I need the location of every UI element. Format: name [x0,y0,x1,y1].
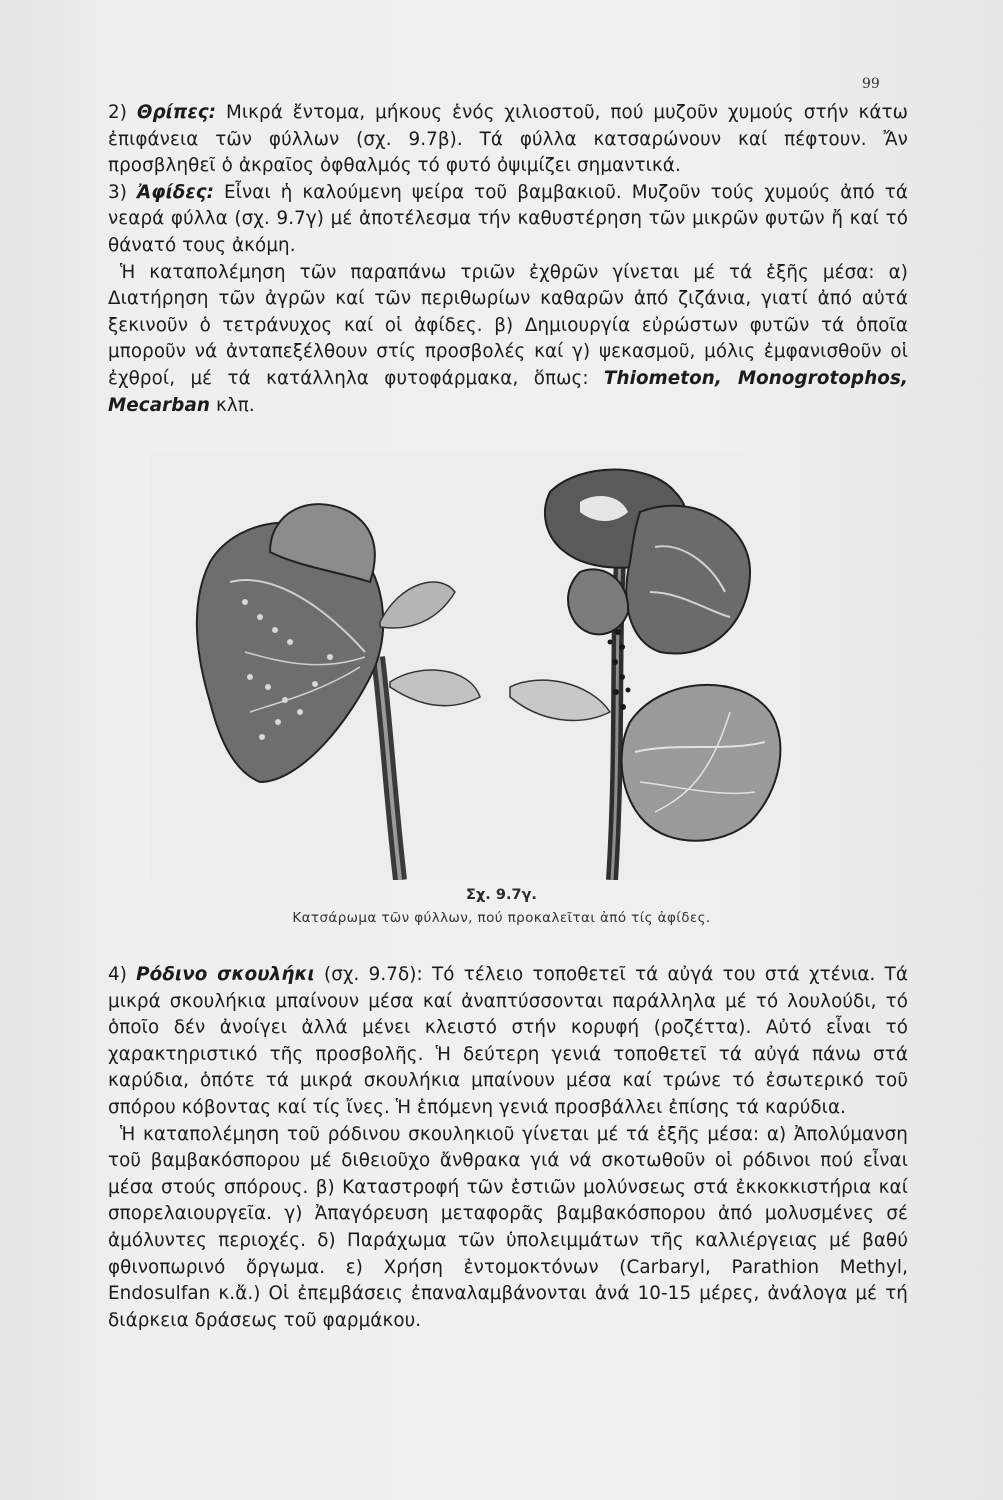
paragraph-bollworm-control [108,1122,908,1335]
item-number: 2) [108,102,137,123]
item-number: 4) [108,964,137,985]
text-block-top [108,100,908,419]
paragraph-text: (σχ. 9.7δ): Τό τέλειο τοποθετεῖ τά αὐγά του στά χτένια. Τά μικρά σκουλήκια μπαίνουν μέσα καί ἀναπτύσσονται παράλληλα μέ τό λουλούδι, τό ὁποῖο δέν ἀνοίγει ἀλλά μένει κλειστό στήν κορυφή (ροζέττα). Αὐτό εἶναι τό χαρακτηριστικό τῆς προσβολῆς. Ἡ δεύτερη γενιά τοποθετεῖ τά αὐγά πάνω στά καρύδια, ὁπότε τά μικρά σκουλήκια μπαίνουν μέσα καί τρώνε τό ἐσωτερικό τοῦ σπόρου κόβοντας καί τίς ἴνες. Ἡ ἑπόμενη γενιά προσβάλλει ἐπίσης τά καρύδια. [108,964,909,1118]
figure-number: Σχ. 9.7γ. [466,887,537,903]
paragraph-text: Ἡ καταπολέμηση τῶν παραπάνω τριῶν ἐχθρῶν γίνεται μέ τά ἑξῆς μέσα: α) Διατήρηση τῶν ἀγρῶν καί τῶν περιθωρίων καθαρῶν ἀπό ζιζάνια, γιατί ἀπό αὐτά ξεκινοῦν ὁ τετράνυχος καί οἱ ἀφίδες. β) Δημιουργία εὐρώστων φυτῶν τά ὁποῖα μποροῦν νά ἀνταπεξέλθουν στίς προσβολές καί γ) ψεκασμοῦ, μόλις ἐμφανισθοῦν οἱ ἐχθροί, μέ τά κατάλληλα φυτοφάρμακα, ὅπως: [108,261,908,389]
paragraph-aphids [108,180,908,260]
figure-caption: Κατσάρωμα τῶν φύλλων, πού προκαλεῖται ἀπό τίς ἀφίδες. [292,910,711,926]
paragraph-text: Ἡ καταπολέμηση τοῦ ρόδινου σκουληκιοῦ γίνεται μέ τά ἑξῆς μέσα: α) Ἀπολύμανση τοῦ βαμβακόσπορου μέ διθειοῦχο ἄνθρακα γιά νά σκοτωθοῦν οἱ ρόδινοι πού εἶναι μέσα στούς σπόρους. β) Καταστροφή τῶν ἑστιῶν μολύνσεως στά ἐκκοκκιστήρια καί σπορελαιουργεῖα. γ) Ἀπαγόρευση μεταφορᾶς βαμβακόσπορου ἀπό μολυσμένες σέ ἀμόλυντες περιοχές. δ) Παράχωμα τῶν ὑπολειμμάτων τῆς καλλιέργειας μέ βαθύ φθινοπωρινό ὄργωμα. ε) Χρήση ἐντομοκτόνων (Carbaryl, Parathion Methyl, Endosulfan κ.ἄ.) Οἱ ἐπεμβάσεις ἐπαναλαμβάνονται ἀνά 10-15 μέρες, ἀνάλογα μέ τή διάρκεια δράσεως τοῦ φαρμάκου. [108,1123,908,1331]
paragraph-control-methods [108,260,908,420]
paragraph-text: Εἶναι ἡ καλούμενη ψείρα τοῦ βαμβακιοῦ. Μυζοῦν τούς χυμούς ἀπό τά νεαρά φύλλα (σχ. 9.7γ) μέ ἀποτέλεσμα τήν καθυστέρηση τῶν μικρῶν φυτῶν ἤ καί τό θάνατό τους ἀκόμη. [108,181,909,256]
cotton-plant-aphid-illustration [150,452,795,880]
item-number: 3) [108,181,137,203]
term-thrips: Θρίπες: [136,102,217,123]
text-block-bottom [108,962,908,1334]
paragraph-tail: κλπ. [210,394,255,416]
page-number: 99 [862,76,880,92]
paragraph-pink-bollworm [108,962,908,1122]
term-pink-bollworm: Ρόδινο σκουλήκι [136,964,315,985]
pesticide-names: Thiometon, Monogrotophos, Mecarban [108,367,908,416]
figure-illustration [150,452,795,880]
term-aphids: Ἀφίδες: [136,181,215,203]
paragraph-text: Μικρά ἔντομα, μήκους ἑνός χιλιοστοῦ, πού μυζοῦν χυμούς στήν κάτω ἐπιφάνεια τῶν φύλλων (σχ. 9.7β). Τά φύλλα κατσαρώνουν καί πέφτουν. Ἄν προσβληθεῖ ὁ ἀκραῖος ὀφθαλμός τό φυτό ὀψιμίζει σημαντικά. [108,102,908,177]
paragraph-thrips [108,100,908,180]
